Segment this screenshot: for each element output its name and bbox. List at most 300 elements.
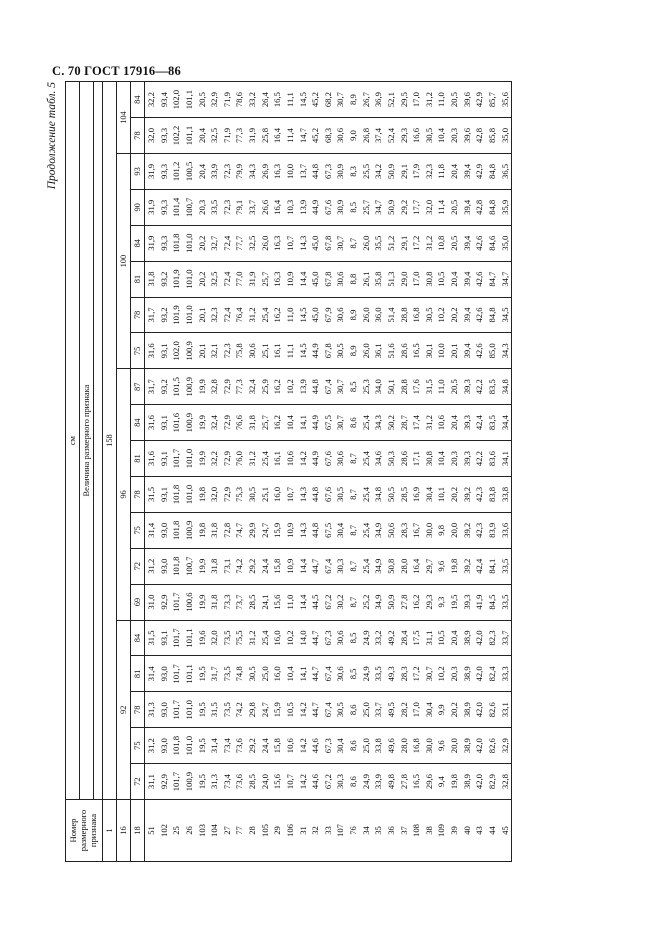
table-cell: 28,6 xyxy=(398,333,411,369)
table-cell: 10,9 xyxy=(284,512,297,548)
table-cell: 20,5 xyxy=(448,82,461,118)
table-cell: 31,2 xyxy=(246,441,259,477)
table-row xyxy=(259,82,272,862)
table-cell: 17,9 xyxy=(410,153,423,189)
table-cell: 8,6 xyxy=(347,764,360,800)
table-cell: 31,3 xyxy=(145,692,158,728)
table-row xyxy=(473,82,486,862)
table-cell: 67,3 xyxy=(322,153,335,189)
table-cell: 67,4 xyxy=(322,369,335,405)
table-cell: 34,6 xyxy=(372,441,385,477)
table-cell: 93,1 xyxy=(158,620,171,656)
table-cell: 101,8 xyxy=(170,225,183,261)
table-cell: 28,3 xyxy=(398,512,411,548)
table-cell: 93,0 xyxy=(158,512,171,548)
table-cell: 26,0 xyxy=(259,225,272,261)
table-row xyxy=(221,82,234,862)
table-cell: 13,9 xyxy=(297,369,310,405)
table-cell: 30,7 xyxy=(334,82,347,118)
table-cell: 101,0 xyxy=(183,297,196,333)
table-cell: 19,8 xyxy=(448,548,461,584)
header-val-1: 158 xyxy=(103,82,117,800)
table-cell: 33,1 xyxy=(499,692,512,728)
table-cell: 32,5 xyxy=(208,118,221,154)
table-row xyxy=(410,82,423,862)
row-number: 102 xyxy=(158,800,171,862)
table-cell: 10,2 xyxy=(284,369,297,405)
header-col-value: 72 xyxy=(131,764,145,800)
table-cell: 38,9 xyxy=(461,728,474,764)
header-col-value: 69 xyxy=(131,584,145,620)
table-cell: 31,7 xyxy=(145,297,158,333)
table-cell: 73,4 xyxy=(221,728,234,764)
row-number: 103 xyxy=(196,800,209,862)
table-cell: 100,5 xyxy=(183,153,196,189)
table-cell: 50,9 xyxy=(385,584,398,620)
table-cell: 30,5 xyxy=(246,476,259,512)
table-cell: 19,9 xyxy=(196,584,209,620)
table-cell: 93,2 xyxy=(158,369,171,405)
table-cell: 20,5 xyxy=(196,82,209,118)
row-number: 39 xyxy=(448,800,461,862)
table-cell: 67,2 xyxy=(322,764,335,800)
table-cell: 15,8 xyxy=(271,548,284,584)
table-cell: 50,6 xyxy=(385,512,398,548)
table-cell: 73,7 xyxy=(233,584,246,620)
table-cell: 17,2 xyxy=(410,225,423,261)
table-cell: 8,9 xyxy=(347,297,360,333)
table-cell: 20,3 xyxy=(448,441,461,477)
table-cell: 10,4 xyxy=(284,405,297,441)
row-number: 27 xyxy=(221,800,234,862)
table-cell: 100,9 xyxy=(183,333,196,369)
table-row xyxy=(448,82,461,862)
header-col-value: 78 xyxy=(131,297,145,333)
table-cell: 16,6 xyxy=(410,118,423,154)
table-cell: 93,1 xyxy=(158,441,171,477)
table-row xyxy=(334,82,347,862)
header-col-value: 81 xyxy=(131,261,145,297)
table-row xyxy=(385,82,398,862)
table-cell: 36,5 xyxy=(499,153,512,189)
table-cell: 36,1 xyxy=(372,333,385,369)
table-cell: 44,8 xyxy=(309,512,322,548)
table-cell: 29,3 xyxy=(398,118,411,154)
table-cell: 101,7 xyxy=(170,441,183,477)
table-cell: 67,8 xyxy=(322,333,335,369)
table-cell: 10,7 xyxy=(284,225,297,261)
table-body xyxy=(145,82,512,862)
table-cell: 31,2 xyxy=(145,548,158,584)
table-cell: 10,7 xyxy=(284,476,297,512)
table-cell: 31,3 xyxy=(208,764,221,800)
header-val-2: 92 xyxy=(117,620,131,799)
table-cell: 8,9 xyxy=(347,333,360,369)
table-cell: 30,5 xyxy=(423,118,436,154)
table-cell: 33,7 xyxy=(246,189,259,225)
header-col-value: 72 xyxy=(131,548,145,584)
table-cell: 31,6 xyxy=(145,333,158,369)
table-cell: 17,4 xyxy=(410,405,423,441)
table-cell: 39,4 xyxy=(461,225,474,261)
table-cell: 10,7 xyxy=(284,764,297,800)
table-cell: 39,4 xyxy=(461,153,474,189)
table-cell: 11,4 xyxy=(435,189,448,225)
table-row xyxy=(271,82,284,862)
table-cell: 16,2 xyxy=(410,584,423,620)
table-cell: 67,3 xyxy=(322,620,335,656)
table-cell: 33,8 xyxy=(372,728,385,764)
table-cell: 19,6 xyxy=(196,620,209,656)
table-cell: 15,6 xyxy=(271,584,284,620)
table-cell: 42,2 xyxy=(473,441,486,477)
table-cell: 67,4 xyxy=(322,692,335,728)
header-col-value: 84 xyxy=(131,620,145,656)
table-cell: 30,9 xyxy=(334,189,347,225)
table-cell: 25,9 xyxy=(259,369,272,405)
table-cell: 82,6 xyxy=(486,692,499,728)
table-cell: 32,5 xyxy=(208,261,221,297)
table-cell: 14,0 xyxy=(297,620,310,656)
table-cell: 93,1 xyxy=(158,405,171,441)
table-cell: 17,6 xyxy=(410,369,423,405)
table-cell: 101,7 xyxy=(170,620,183,656)
table-cell: 52,1 xyxy=(385,82,398,118)
table-cell: 20,3 xyxy=(196,189,209,225)
table-cell: 101,7 xyxy=(170,656,183,692)
table-cell: 14,3 xyxy=(297,476,310,512)
table-cell: 31,7 xyxy=(208,656,221,692)
table-cell: 41,9 xyxy=(473,584,486,620)
table-cell: 30,4 xyxy=(334,728,347,764)
table-cell: 101,6 xyxy=(170,405,183,441)
table-cell: 19,5 xyxy=(196,656,209,692)
table-cell: 100,6 xyxy=(183,584,196,620)
table-cell: 31,4 xyxy=(145,656,158,692)
table-cell: 101,7 xyxy=(170,692,183,728)
table-cell: 30,8 xyxy=(423,441,436,477)
table-cell: 16,1 xyxy=(271,441,284,477)
row-number: 108 xyxy=(410,800,423,862)
table-cell: 93,0 xyxy=(158,548,171,584)
table-cell: 72,9 xyxy=(221,405,234,441)
table-cell: 75,3 xyxy=(233,476,246,512)
table-cell: 39,2 xyxy=(461,512,474,548)
table-cell: 29,1 xyxy=(398,225,411,261)
table-cell: 32,5 xyxy=(246,225,259,261)
table-cell: 31,5 xyxy=(423,369,436,405)
table-cell: 31,9 xyxy=(145,225,158,261)
table-row xyxy=(435,82,448,862)
table-cell: 67,6 xyxy=(322,476,335,512)
table-cell: 73,5 xyxy=(221,656,234,692)
table-cell: 45,0 xyxy=(309,261,322,297)
table-cell: 16,4 xyxy=(271,118,284,154)
table-cell: 25,7 xyxy=(360,189,373,225)
row-number: 36 xyxy=(385,800,398,862)
table-cell: 17,0 xyxy=(410,82,423,118)
table-cell: 35,9 xyxy=(499,189,512,225)
table-cell: 73,3 xyxy=(221,584,234,620)
table-cell: 31,5 xyxy=(208,692,221,728)
table-cell: 14,4 xyxy=(297,548,310,584)
table-cell: 26,1 xyxy=(360,261,373,297)
row-number: 25 xyxy=(170,800,183,862)
table-cell: 71,9 xyxy=(221,118,234,154)
table-cell: 39,6 xyxy=(461,82,474,118)
table-cell: 51,6 xyxy=(385,333,398,369)
table-cell: 11,1 xyxy=(284,82,297,118)
table-cell: 101,0 xyxy=(183,261,196,297)
table-cell: 28,3 xyxy=(398,656,411,692)
header-col-value: 75 xyxy=(131,333,145,369)
table-cell: 39,3 xyxy=(461,584,474,620)
table-cell: 31,8 xyxy=(145,261,158,297)
table-cell: 42,0 xyxy=(473,620,486,656)
table-cell: 32,3 xyxy=(208,297,221,333)
table-cell: 11,4 xyxy=(284,118,297,154)
table-cell: 38,9 xyxy=(461,764,474,800)
table-cell: 20,5 xyxy=(448,189,461,225)
table-cell: 19,5 xyxy=(196,764,209,800)
table-cell: 72,4 xyxy=(221,261,234,297)
table-cell: 39,3 xyxy=(461,369,474,405)
table-cell: 28,4 xyxy=(398,620,411,656)
table-cell: 8,7 xyxy=(347,225,360,261)
table-cell: 35,5 xyxy=(372,225,385,261)
table-cell: 34,2 xyxy=(372,153,385,189)
table-cell: 101,0 xyxy=(183,476,196,512)
table-cell: 29,2 xyxy=(398,189,411,225)
table-cell: 83,8 xyxy=(486,476,499,512)
table-cell: 39,4 xyxy=(461,261,474,297)
table-cell: 30,5 xyxy=(246,656,259,692)
table-cell: 19,5 xyxy=(196,692,209,728)
table-cell: 28,5 xyxy=(398,476,411,512)
table-cell: 31,2 xyxy=(423,82,436,118)
table-cell: 32,3 xyxy=(423,153,436,189)
table-cell: 20,2 xyxy=(448,297,461,333)
table-cell: 26,0 xyxy=(360,297,373,333)
table-row xyxy=(499,82,512,862)
header-value-label: Величина размерного признака xyxy=(80,82,94,800)
table-cell: 25,4 xyxy=(360,405,373,441)
table-cell: 31,6 xyxy=(145,441,158,477)
table-cell: 15,9 xyxy=(271,692,284,728)
header-col-value: 81 xyxy=(131,441,145,477)
table-cell: 20,3 xyxy=(448,656,461,692)
table-cell: 24,9 xyxy=(360,620,373,656)
table-cell: 32,9 xyxy=(499,728,512,764)
table-cell: 17,0 xyxy=(410,261,423,297)
table-cell: 34,7 xyxy=(372,189,385,225)
table-cell: 17,5 xyxy=(410,620,423,656)
row-number: 109 xyxy=(435,800,448,862)
table-cell: 92,9 xyxy=(158,584,171,620)
table-cell: 9,6 xyxy=(435,548,448,584)
table-cell: 25,0 xyxy=(259,656,272,692)
table-cell: 67,5 xyxy=(322,512,335,548)
table-cell: 30,6 xyxy=(246,333,259,369)
table-cell: 14,5 xyxy=(297,82,310,118)
table-cell: 25,2 xyxy=(360,584,373,620)
table-row xyxy=(145,82,158,862)
table-cell: 93,1 xyxy=(158,333,171,369)
table-cell: 20,1 xyxy=(448,333,461,369)
table-cell: 13,7 xyxy=(297,153,310,189)
table-cell: 30,7 xyxy=(334,405,347,441)
table-cell: 19,8 xyxy=(196,512,209,548)
table-cell: 17,0 xyxy=(410,692,423,728)
table-cell: 25,0 xyxy=(360,728,373,764)
table-cell: 19,8 xyxy=(448,764,461,800)
table-cell: 14,1 xyxy=(297,405,310,441)
table-cell: 9,9 xyxy=(435,692,448,728)
table-cell: 16,3 xyxy=(271,261,284,297)
table-cell: 52,4 xyxy=(385,118,398,154)
table-cell: 32,0 xyxy=(208,620,221,656)
table-cell: 42,3 xyxy=(473,512,486,548)
table-cell: 73,6 xyxy=(233,728,246,764)
table-cell: 32,4 xyxy=(208,405,221,441)
table-cell: 84,8 xyxy=(486,189,499,225)
table-cell: 26,9 xyxy=(259,153,272,189)
continuation-caption: Продолжение табл. 5 xyxy=(46,82,58,190)
table-cell: 17,7 xyxy=(410,189,423,225)
table-row xyxy=(297,82,310,862)
table-cell: 39,3 xyxy=(461,441,474,477)
table-cell: 31,5 xyxy=(145,620,158,656)
table-cell: 76,0 xyxy=(233,441,246,477)
table-cell: 42,4 xyxy=(473,405,486,441)
table-cell: 30,5 xyxy=(334,333,347,369)
table-cell: 50,9 xyxy=(385,189,398,225)
table-cell: 33,2 xyxy=(246,82,259,118)
table-cell: 25,4 xyxy=(259,297,272,333)
header-unit: см xyxy=(66,82,80,800)
table-cell: 14,5 xyxy=(297,333,310,369)
table-cell: 85,8 xyxy=(486,118,499,154)
table-cell: 14,5 xyxy=(297,297,310,333)
table-cell: 29,1 xyxy=(398,153,411,189)
table-cell: 72,3 xyxy=(221,333,234,369)
table-cell: 30,3 xyxy=(334,764,347,800)
table-cell: 34,0 xyxy=(372,369,385,405)
table-cell: 42,0 xyxy=(473,656,486,692)
table-cell: 19,9 xyxy=(196,441,209,477)
table-cell: 49,6 xyxy=(385,728,398,764)
header-col-value: 84 xyxy=(131,82,145,118)
table-cell: 16,0 xyxy=(271,656,284,692)
table-cell: 10,5 xyxy=(435,261,448,297)
table-cell: 8,5 xyxy=(347,189,360,225)
table-cell: 101,7 xyxy=(170,764,183,800)
table-cell: 16,3 xyxy=(271,153,284,189)
table-cell: 14,7 xyxy=(297,118,310,154)
table-cell: 31,8 xyxy=(246,405,259,441)
row-number: 37 xyxy=(398,800,411,862)
table-cell: 28,7 xyxy=(398,405,411,441)
table-row xyxy=(372,82,385,862)
table-cell: 93,3 xyxy=(158,153,171,189)
table-cell: 101,1 xyxy=(183,118,196,154)
table-cell: 16,0 xyxy=(271,620,284,656)
table-cell: 42,3 xyxy=(473,476,486,512)
table-cell: 34,9 xyxy=(372,548,385,584)
table-cell: 32,2 xyxy=(145,82,158,118)
row-number: 29 xyxy=(271,800,284,862)
table-cell: 8,6 xyxy=(347,692,360,728)
table-cell: 25,3 xyxy=(360,369,373,405)
table-row xyxy=(233,82,246,862)
table-cell: 45,2 xyxy=(309,118,322,154)
table-cell: 68,2 xyxy=(322,82,335,118)
table-cell: 31,9 xyxy=(145,189,158,225)
table-cell: 50,3 xyxy=(385,441,398,477)
table-cell: 25,7 xyxy=(259,405,272,441)
table-cell: 82,6 xyxy=(486,728,499,764)
table-cell: 10,2 xyxy=(284,620,297,656)
table-cell: 101,0 xyxy=(183,225,196,261)
table-row xyxy=(486,82,499,862)
table-cell: 26,6 xyxy=(259,189,272,225)
table-cell: 25,1 xyxy=(259,476,272,512)
table-cell: 20,1 xyxy=(196,333,209,369)
table-cell: 39,3 xyxy=(461,405,474,441)
table-cell: 31,1 xyxy=(423,620,436,656)
table-cell: 49,8 xyxy=(385,764,398,800)
table-cell: 77,3 xyxy=(233,118,246,154)
table-cell: 32,0 xyxy=(423,189,436,225)
table-cell: 20,4 xyxy=(448,153,461,189)
table-cell: 29,9 xyxy=(246,512,259,548)
table-cell: 29,5 xyxy=(398,82,411,118)
table-row xyxy=(423,82,436,862)
table-cell: 8,3 xyxy=(347,153,360,189)
header-col-value: 84 xyxy=(131,405,145,441)
table-cell: 34,3 xyxy=(499,333,512,369)
table-cell: 44,5 xyxy=(309,584,322,620)
table-cell: 42,8 xyxy=(473,118,486,154)
table-cell: 83,5 xyxy=(486,369,499,405)
table-cell: 14,3 xyxy=(297,512,310,548)
table-cell: 34,4 xyxy=(499,405,512,441)
table-cell: 45,0 xyxy=(309,225,322,261)
row-number: 77 xyxy=(233,800,246,862)
data-table xyxy=(65,81,512,862)
table-cell: 25,4 xyxy=(360,476,373,512)
table-cell: 8,5 xyxy=(347,656,360,692)
table-cell: 35,0 xyxy=(499,225,512,261)
table-row xyxy=(398,82,411,862)
table-cell: 29,2 xyxy=(246,548,259,584)
header-col-value: 84 xyxy=(131,225,145,261)
table-cell: 30,7 xyxy=(334,225,347,261)
table-cell: 85,0 xyxy=(486,333,499,369)
table-cell: 72,9 xyxy=(221,476,234,512)
table-cell: 16,9 xyxy=(410,476,423,512)
table-cell: 39,4 xyxy=(461,333,474,369)
table-cell: 30,8 xyxy=(423,261,436,297)
table-cell: 39,6 xyxy=(461,118,474,154)
table-cell: 101,8 xyxy=(170,476,183,512)
table-cell: 33,5 xyxy=(208,189,221,225)
row-number: 105 xyxy=(259,800,272,862)
header-gap xyxy=(94,82,103,800)
table-cell: 29,0 xyxy=(398,261,411,297)
table-cell: 9,8 xyxy=(435,512,448,548)
table-cell: 29,2 xyxy=(246,728,259,764)
